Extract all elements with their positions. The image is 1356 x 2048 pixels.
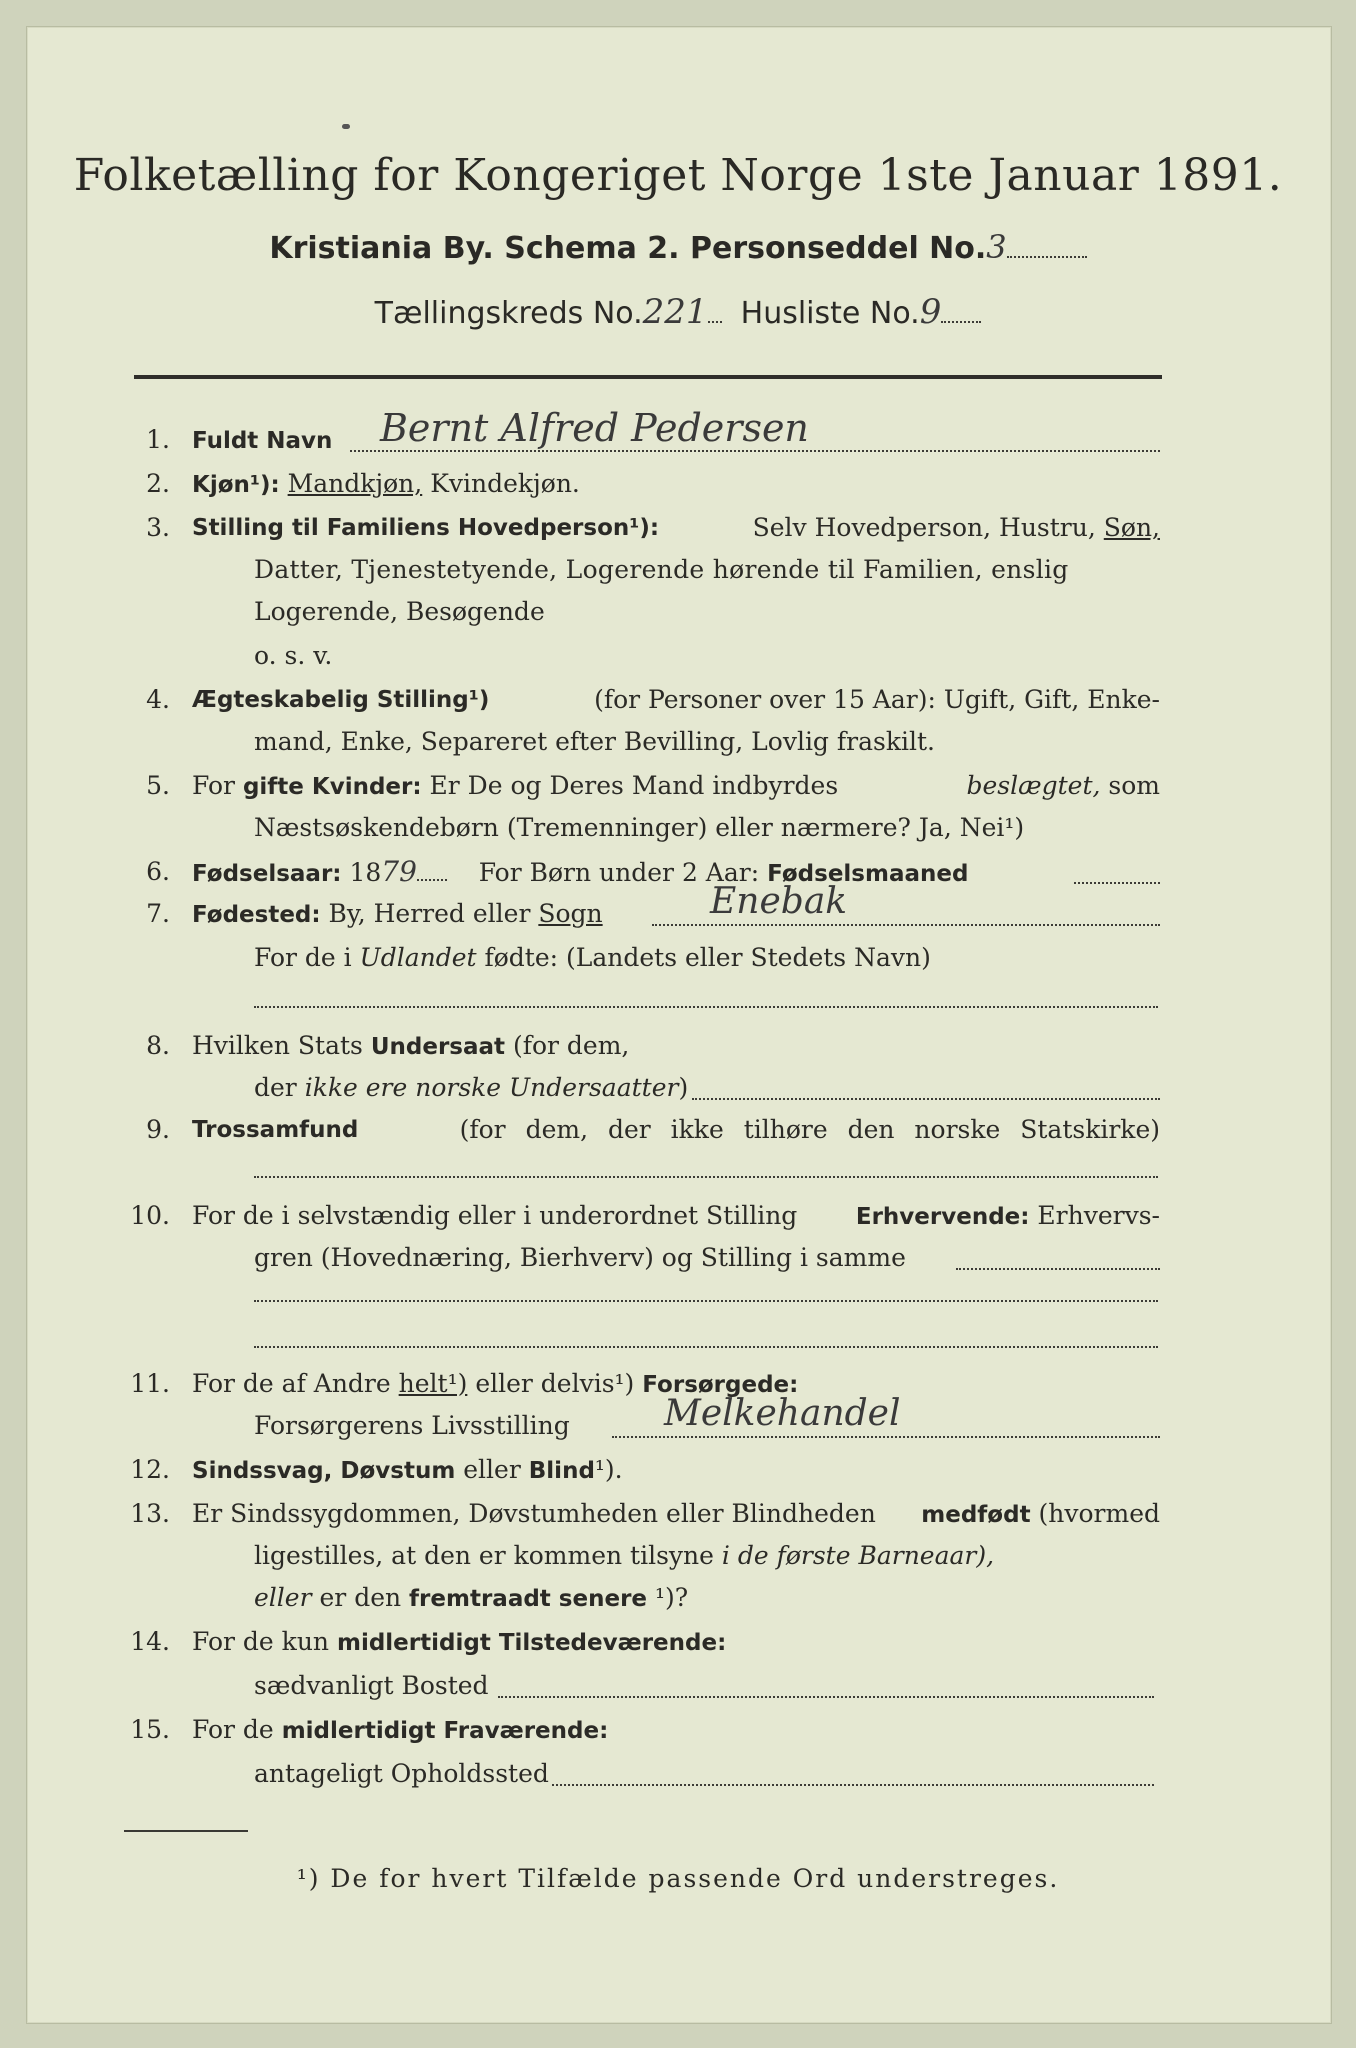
- husliste-number: 9: [919, 292, 942, 332]
- dotted-fill: [692, 1098, 1160, 1100]
- field-text: For Børn under 2 Aar:: [478, 858, 760, 887]
- field-number: 3.: [146, 513, 170, 542]
- field-number: 9.: [146, 1115, 170, 1144]
- dotted-fill: [708, 301, 722, 323]
- field-text: For de: [192, 1715, 274, 1744]
- personseddel-number: 3: [986, 228, 1007, 266]
- field-text: Hvilken Stats: [192, 1031, 363, 1060]
- field-text: eller delvis¹): [475, 1369, 635, 1398]
- field-text: sædvanligt Bosted: [254, 1671, 489, 1700]
- field-label: medfødt: [921, 1502, 1031, 1528]
- field-text: eller: [254, 1583, 312, 1612]
- field-text: For de af Andre: [192, 1369, 391, 1398]
- field-text: For de kun: [192, 1627, 330, 1656]
- field-text: Forsørgerens Livsstilling: [254, 1411, 570, 1440]
- option-helt-underlined: helt¹): [398, 1369, 468, 1398]
- field-text: beslægtet,: [966, 771, 1101, 800]
- dotted-fill: [612, 1436, 1160, 1438]
- blank-answer-line: [254, 1300, 1158, 1302]
- field-text: gren (Hovednæring, Bierhverv) og Stilling i samme: [254, 1243, 906, 1272]
- field-label: midlertidigt Tilstedeværende:: [336, 1630, 727, 1656]
- kreds-number: 221: [642, 292, 708, 332]
- header-rule: [134, 375, 1162, 379]
- field-text: ¹).: [594, 1455, 623, 1484]
- field-text: By, Herred eller: [328, 899, 531, 928]
- field-text: (for Personer over 15 Aar): Ugift, Gift, Enke-: [594, 685, 1160, 714]
- field-text: mand, Enke, Separeret efter Bevilling, Lovlig fraskilt.: [254, 727, 935, 756]
- field-label: midlertidigt Fraværende:: [281, 1718, 609, 1744]
- field-text: ligestilles, at den er kommen tilsyne: [254, 1541, 714, 1570]
- dotted-fill: [350, 450, 1160, 452]
- field-label: Stilling til Familiens Hovedperson¹):: [192, 515, 660, 541]
- field-number: 1.: [146, 425, 170, 454]
- field-label: Blind: [528, 1458, 595, 1484]
- field-text: For de i selvstændig eller i underordnet Stilling: [192, 1201, 798, 1230]
- field-number: 15.: [130, 1715, 170, 1744]
- husliste-label: Husliste No.: [740, 296, 920, 331]
- field-label: Fødested:: [192, 902, 321, 928]
- option-mandkjon-underlined: Mandkjøn,: [287, 469, 423, 498]
- dotted-fill: [1007, 236, 1087, 258]
- blank-answer-line: [254, 1346, 1158, 1348]
- field-text: ¹)?: [654, 1583, 689, 1612]
- field-text: der: [254, 1073, 297, 1102]
- field-number: 14.: [130, 1627, 170, 1656]
- field-text: (hvormed: [1038, 1499, 1160, 1528]
- field-label: Forsørgede:: [642, 1372, 799, 1398]
- field-text: antageligt Opholdssted: [254, 1759, 549, 1788]
- dotted-fill: [956, 1268, 1160, 1270]
- field-label: gifte Kvinder:: [242, 774, 422, 800]
- field-text: Erhvervs-: [1037, 1201, 1160, 1230]
- field-text: For: [192, 771, 235, 800]
- field-label: Undersaat: [370, 1034, 506, 1060]
- field-text: Er De og Deres Mand indbyrdes: [429, 771, 839, 800]
- blank-answer-line: [254, 1006, 1158, 1008]
- dotted-fill: [1074, 882, 1160, 884]
- field-number: 5.: [146, 771, 170, 800]
- field-number: 10.: [130, 1201, 170, 1230]
- field-label: Kjøn¹):: [192, 472, 280, 498]
- field-number: 13.: [130, 1499, 170, 1528]
- field-label: Fødselsmaaned: [767, 861, 969, 887]
- option-son-underlined: Søn,: [1103, 513, 1160, 542]
- field-number: 6.: [146, 857, 170, 886]
- field-text: fødte: (Landets eller Stedets Navn): [484, 943, 931, 972]
- field-text: er den: [319, 1583, 402, 1612]
- field-text: som: [1108, 771, 1160, 800]
- blank-answer-line: [254, 1176, 1158, 1178]
- footnote-rule: [124, 1830, 248, 1832]
- field-text: Datter, Tjenestetyende, Logerende hørende til Familien, enslig: [254, 555, 1069, 584]
- full-name-value: Bernt Alfred Pedersen: [380, 406, 809, 450]
- field-text: Næstsøskendebørn (Tremenninger) eller nærmere? Ja, Nei¹): [254, 813, 1025, 842]
- field-label: Sindssvag, Døvstum: [192, 1458, 456, 1484]
- field-text: eller: [463, 1455, 521, 1484]
- field-text: (for dem, der ikke tilhøre den norske Statskirke): [459, 1115, 1160, 1144]
- dotted-fill: [498, 1696, 1154, 1698]
- form-district-line: [0, 292, 1356, 332]
- birth-year-value: 79: [381, 855, 417, 888]
- dotted-fill: [417, 859, 447, 881]
- field-number: 8.: [146, 1031, 170, 1060]
- option-sogn-underlined: Sogn: [538, 899, 603, 928]
- option-kvindekjon: Kvindekjøn.: [430, 469, 580, 498]
- field-text: Er Sindssygdommen, Døvstumheden eller Blindheden: [192, 1499, 876, 1528]
- field-label: fremtraadt senere: [409, 1586, 648, 1612]
- personseddel-label: Kristiania By. Schema 2. Personseddel No.: [269, 231, 987, 266]
- birthplace-value: Enebak: [710, 881, 848, 922]
- kreds-label: Tællingskreds No.: [374, 296, 643, 331]
- field-text: Udlandet: [359, 943, 477, 972]
- field-label: Trossamfund: [192, 1117, 359, 1143]
- field-text: i de første Barneaar),: [721, 1541, 995, 1570]
- field-label: Ægteskabelig Stilling¹): [192, 687, 490, 713]
- field-text: (for dem,: [512, 1031, 630, 1060]
- field-number: 11.: [130, 1369, 170, 1398]
- field-number: 2.: [146, 469, 170, 498]
- field-text: o. s. v.: [254, 641, 333, 670]
- ink-mark: [342, 124, 350, 129]
- field-text: For de i: [254, 943, 352, 972]
- provider-occupation-value: Melkehandel: [664, 1393, 901, 1434]
- dotted-fill: [652, 924, 1160, 926]
- dotted-fill: [941, 301, 981, 323]
- field-text: ikke ere norske Undersaatter: [304, 1073, 679, 1102]
- field-label: Erhvervende:: [855, 1204, 1030, 1230]
- field-label: Fødselsaar:: [192, 861, 342, 887]
- field-number: 4.: [146, 685, 170, 714]
- dotted-fill: [552, 1784, 1154, 1786]
- birth-year-prefix: 18: [349, 858, 382, 887]
- footnote: ¹) De for hvert Tilfælde passende Ord understreges.: [296, 1864, 1060, 1893]
- form-title: Folketælling for Kongeriget Norge 1ste Januar 1891.: [73, 150, 1283, 201]
- field-number: 7.: [146, 899, 170, 928]
- field-number: 12.: [130, 1455, 170, 1484]
- field-text: Logerende, Besøgende: [254, 597, 545, 626]
- form-subtitle: [0, 228, 1356, 266]
- field-label: Fuldt Navn: [192, 428, 333, 454]
- field-text: Selv Hovedperson, Hustru,: [752, 513, 1096, 542]
